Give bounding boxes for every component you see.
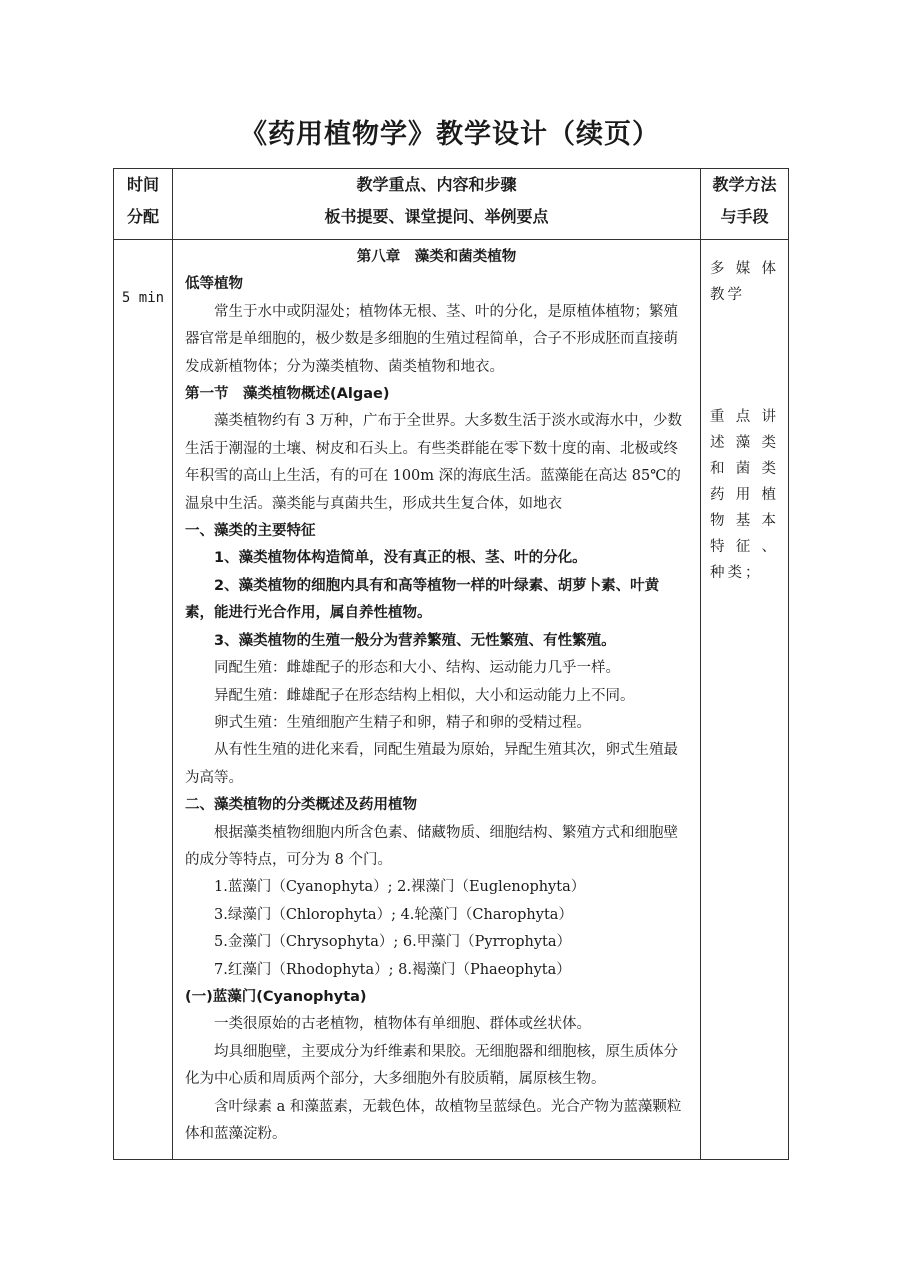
method-multimedia: 多媒体教学 — [710, 261, 779, 303]
classification-paragraph: 根据藻类植物细胞内所含色素、储藏物质、细胞结构、繁殖方式和细胞壁的成分等特点，可分为 8 个门。 — [185, 824, 678, 868]
phylum-line: 7.红藻门（Rhodophyta）; 8.褐藻门（Phaeophyta） — [214, 961, 571, 978]
feature-2: 2、藻类植物的细胞内具有和高等植物一样的叶绿素、胡萝卜素、叶黄素，能进行光合作用，属自养性植物。 — [185, 577, 660, 622]
page-title: 《药用植物学》教学设计（续页） — [240, 119, 660, 150]
classification-heading: 二、藻类植物的分类概述及药用植物 — [185, 797, 417, 814]
cyanophyta-paragraph-2: 均具细胞壁，主要成分为纤维素和果胶。无细胞器和细胞核，原生质体分化为中心质和周质两个部分，大多细胞外有胶质鞘，属原核生物。 — [185, 1043, 678, 1088]
chapter-heading: 第八章 藻类和菌类植物 — [356, 249, 517, 265]
cyanophyta-paragraph-1: 一类很原始的古老植物，植物体有单细胞、群体或丝状体。 — [214, 1016, 591, 1033]
oogamy-text: 卵式生殖：生殖细胞产生精子和卵，精子和卵的受精过程。 — [214, 714, 591, 731]
evolution-text: 从有性生殖的进化来看，同配生殖最为原始，异配生殖其次，卵式生殖最为高等。 — [185, 742, 678, 786]
time-allocation: 5 min — [114, 240, 173, 1160]
lesson-plan-table — [113, 168, 789, 1160]
method-key-points: 重点讲述藻类和菌类药用植物基本特征、种类； — [710, 409, 779, 581]
anisogamy-text: 异配生殖：雌雄配子在形态结构上相似，大小和运动能力上不同。 — [214, 687, 635, 704]
content-cell — [173, 240, 701, 1160]
header-time-cell — [114, 169, 173, 240]
table-body-row — [114, 240, 789, 1160]
feature-3: 3、藻类植物的生殖一般分为营养繁殖、无性繁殖、有性繁殖。 — [214, 632, 616, 649]
phylum-line: 1.蓝藻门（Cyanophyta）; 2.裸藻门（Euglenophyta） — [214, 879, 586, 896]
header-method-line1: 教学方法 — [712, 175, 777, 194]
phylum-line: 5.金藻门（Chrysophyta）; 6.甲藻门（Pyrrophyta） — [214, 934, 571, 951]
cyanophyta-heading: (一)蓝藻门(Cyanophyta) — [185, 988, 367, 1005]
header-method-line2: 与手段 — [720, 207, 769, 226]
header-time-line1: 时间 — [126, 175, 159, 194]
features-heading: 一、藻类的主要特征 — [185, 523, 316, 540]
low-plants-heading: 低等植物 — [185, 276, 243, 293]
phylum-line: 3.绿藻门（Chlorophyta）; 4.轮藻门（Charophyta） — [214, 906, 573, 923]
isogamy-text: 同配生殖：雌雄配子的形态和大小、结构、运动能力几乎一样。 — [214, 660, 620, 677]
header-content-line1: 教学重点、内容和步骤 — [356, 175, 517, 194]
section1-heading: 第一节 藻类植物概述(Algae) — [185, 386, 390, 403]
table-header-row — [114, 169, 789, 240]
header-method-cell — [701, 169, 789, 240]
header-time-line2: 分配 — [126, 207, 159, 226]
method-cell — [701, 240, 789, 1160]
cyanophyta-paragraph-3: 含叶绿素 a 和藻蓝素，无载色体，故植物呈蓝绿色。光合产物为蓝藻颗粒体和蓝藻淀粉。 — [185, 1098, 682, 1142]
header-content-cell — [173, 169, 701, 240]
low-plants-paragraph: 常生于水中或阴湿处；植物体无根、茎、叶的分化，是原植体植物；繁殖器官常是单细胞的，极少数是多细胞的生殖过程简单，合子不形成胚而直接萌发成新植物体；分为藻类植物、菌类植物和地衣。 — [185, 303, 678, 375]
section1-paragraph: 藻类植物约有 3 万种，广布于全世界。大多数生活于淡水或海水中，少数生活于潮湿的土壤、树皮和石头上。有些类群能在零下数十度的南、北极或终年积雪的高山上生活，有的可在 100m 深的海底生活。蓝藻能在高达 85℃的温泉中生活。藻类能与真菌共生，形成共生复合体，如地衣 — [185, 413, 682, 512]
feature-1: 1、藻类植物体构造简单，没有真正的根、茎、叶的分化。 — [214, 550, 587, 567]
header-content-line2: 板书提要、课堂提问、举例要点 — [324, 207, 549, 226]
